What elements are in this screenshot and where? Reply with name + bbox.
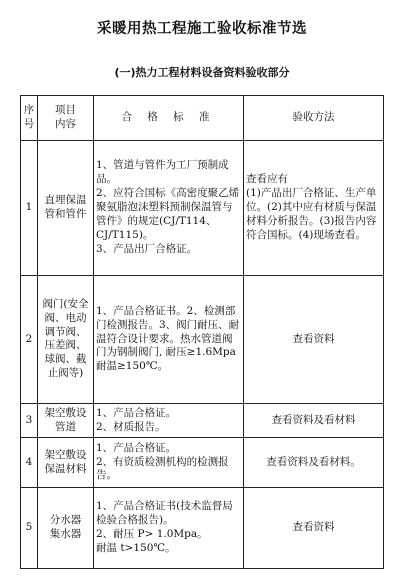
row-method: 查看资料及看材料 — [244, 404, 384, 438]
row-item: 架空敷设管道 — [38, 404, 94, 438]
header-standard: 合 格 标 准 — [94, 96, 244, 141]
row-num: 4 — [21, 438, 38, 487]
acceptance-table — [20, 95, 384, 569]
row-num: 3 — [21, 404, 38, 438]
row-item: 分水器 集水器 — [38, 487, 94, 568]
row-method: 查看资料 — [244, 275, 384, 403]
row-num: 2 — [21, 275, 38, 403]
header-item: 项目 内容 — [38, 96, 94, 141]
row-standard: 1、产品合格证。 2、材质报告。 — [94, 404, 244, 438]
table-header-row — [21, 96, 384, 141]
table-row — [21, 140, 384, 275]
section-subtitle: (一)热力工程材料设备资料验收部分 — [114, 66, 290, 79]
row-item: 阀门(安全阀、电动调节阀、压差阀、球阀、截止阀等) — [38, 275, 94, 403]
table-row — [21, 438, 384, 487]
row-standard: 1、产品合格证。 2、有资质检测机构的检测报告。 — [94, 438, 244, 487]
row-item: 架空敷设保温材料 — [38, 438, 94, 487]
header-num: 序 号 — [21, 96, 38, 141]
row-method: 查看应有 (1)产品出厂合格证、生产单位。(2)其中应有材质与保温材料分析报告。(3)报告内容符合国标。(4)现场查看。 — [244, 140, 384, 275]
header-method: 验收方法 — [244, 96, 384, 141]
row-standard: 1、产品合格证书。2、检测部门检测报告。3、阀门耐压、耐温符合设计要求。热水管道阀门为钢制阀门, 耐压≥1.6Mpa 耐温≥150℃。 — [94, 275, 244, 403]
row-standard: 1、管道与管件为工厂预制成品。 2、应符合国标《高密度聚乙烯聚氨脂泡沫塑料预制保温管与管件》的规定(CJ/T114、CJ/T115)。 3、产品出厂合格证。 — [94, 140, 244, 275]
table-row — [21, 487, 384, 568]
row-num: 5 — [21, 487, 38, 568]
table-row — [21, 275, 384, 403]
row-method: 查看资料及看材料。 — [244, 438, 384, 487]
row-item: 直埋保温管和管件 — [38, 140, 94, 275]
row-num: 1 — [21, 140, 38, 275]
row-method: 查看资料 — [244, 487, 384, 568]
table-row — [21, 404, 384, 438]
document-title: 采暖用热工程施工验收标准节选 — [97, 20, 307, 37]
row-standard: 1、产品合格证书(技术监督局检验合格报告)。 2、耐压 P> 1.0Mpa。 耐温 t>150℃。 — [94, 487, 244, 568]
